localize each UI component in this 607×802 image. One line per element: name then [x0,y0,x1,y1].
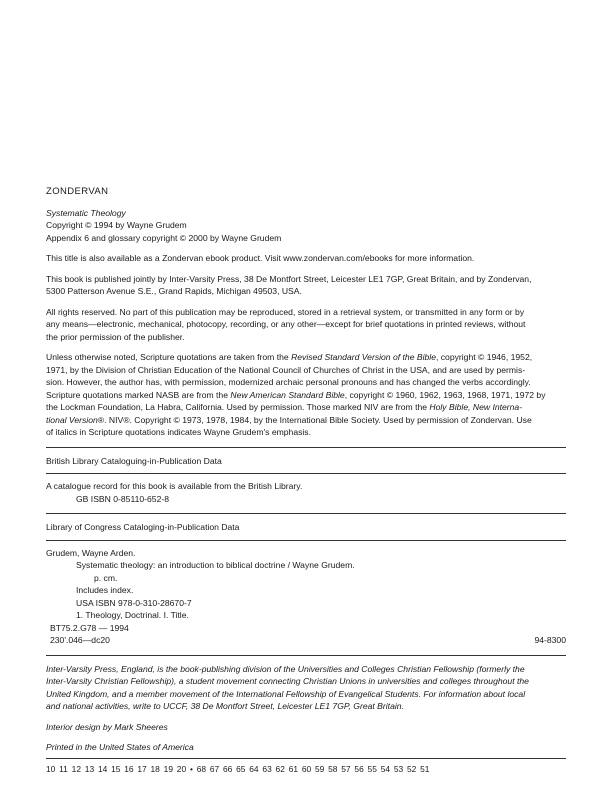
book-info [46,207,566,245]
design-credit: Interior design by Mark Sheeres [46,721,168,732]
divider [46,513,566,514]
cip-heading: British Library Cataloguing-in-Publication Data [46,455,222,466]
text-line: tional Version®. NIV®. Copyright © 1973, 1978, 1984, by the International Bible Society. Used by permission of Zondervan. Use [46,414,532,425]
divider [46,540,566,541]
cip-author: Grudem, Wayne Arden. [46,547,136,558]
text-line: sion. However, the author has, with permission, modernized archaic personal pronouns and has changed the verbs accordingly. [46,377,531,387]
british-cip [46,455,566,506]
cip-dewey: 230'.046—dc20 [50,635,110,645]
print-line: 10 11 12 13 14 15 16 17 18 19 20 • 68 67 66 65 64 63 62 61 60 59 58 57 56 55 54 53 52 51 [46,763,430,774]
text-line: All rights reserved. No part of this publication may be reproduced, stored in a retrieval system, or transmitted in any form or by [46,306,525,317]
cip-dewey-row [46,634,566,647]
book-title: Systematic Theology [46,207,126,218]
loc-cip [46,521,566,647]
text-line: Inter-Varsity Christian Fellowship), a student movement connecting Christian Unions in universities and colleges throughout the [46,676,529,686]
cip-index: Includes index. [76,585,134,595]
text-line: any means—electronic, mechanical, photocopy, recording, or any other—except for brief quotations in printed reviews, without [46,319,526,329]
rights-notice [46,306,566,344]
cip-heading: Library of Congress Cataloging-in-Publication Data [46,522,240,532]
ebook-notice: This title is also available as a Zondervan ebook product. Visit www.zondervan.com/ebooks for more information. [46,253,475,263]
copyright-page [46,186,566,775]
divider [46,655,566,656]
isbn-line: GB ISBN 0-85110-652-8 [76,493,169,504]
divider [46,447,566,448]
ivp-notice [46,663,566,713]
text-line: Inter-Varsity Press, England, is the book-publishing division of the Universities and Colleges Christian Fellowship (formerly the [46,663,525,674]
text-line: the prior permission of the publisher. [46,331,185,342]
cip-isbn: USA ISBN 978-0-310-28670-7 [76,597,192,608]
text-line: A catalogue record for this book is available from the British Library. [46,481,303,491]
text-line: United Kingdom, and a member movement of the International Fellowship of Evangelical Students. For information about local [46,688,526,699]
cip-subject: 1. Theology, Doctrinal. I. Title. [76,610,189,620]
cip-title: Systematic theology: an introduction to biblical doctrine / Wayne Grudem. [76,560,355,570]
text-line: of italics in Scripture quotations indicates Wayne Grudem's emphasis. [46,427,311,437]
text-line: This book is published jointly by Inter-Varsity Press, 38 De Montfort Street, Leicester LE1 7GP, Great Britain, and by Zondervan, [46,273,532,284]
cip-call-number: BT75.2.G78 — 1994 [50,622,129,633]
divider [46,473,566,474]
text-line: 5300 Patterson Avenue S.E., Grand Rapids, Michigan 49503, USA. [46,286,302,296]
text-line: 1971, by the Division of Christian Education of the National Council of Churches of Christ in the USA, and are used by permis- [46,364,526,375]
text-line: the Lockman Foundation, La Habra, California. Used by permission. Those marked NIV are from the Holy Bible, New Interna- [46,402,523,412]
text-line: and national activities, write to UCCF, 38 De Montfort Street, Leicester LE1 7GP, Great Britain. [46,701,404,711]
printed-in: Printed in the United States of America [46,742,194,752]
cip-lccn: 94-8300 [534,635,566,645]
copyright-line: Appendix 6 and glossary copyright © 2000 by Wayne Grudem [46,232,282,243]
text-line: Scripture quotations marked NASB are from the New American Standard Bible, copyright © 1960, 1962, 1963, 1968, 1971, 1972 by [46,389,546,400]
copyright-line: Copyright © 1994 by Wayne Grudem [46,220,187,230]
publisher-name: ZONDERVAN [46,186,109,197]
joint-publication [46,273,566,298]
scripture-notice [46,351,566,439]
divider [46,758,566,759]
text-line: Unless otherwise noted, Scripture quotations are taken from the Revised Standard Version of the Bible, copyright © 1946, 1952, [46,352,533,362]
cip-pages: p. cm. [94,572,118,583]
